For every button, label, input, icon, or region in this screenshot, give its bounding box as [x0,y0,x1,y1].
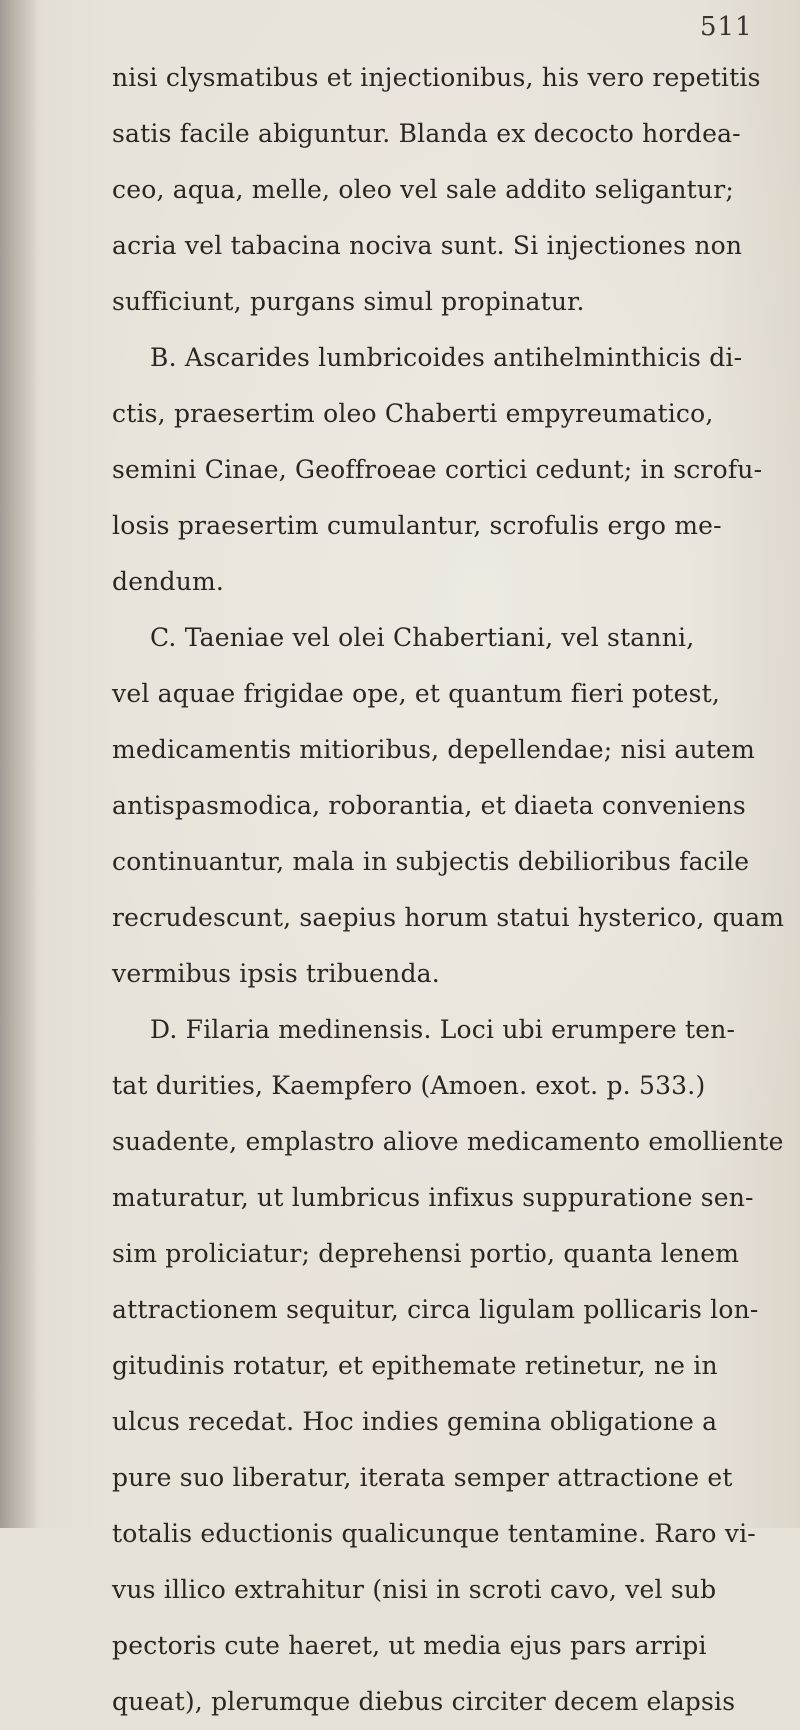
text-line: attractionem sequitur, circa ligulam pollicaris lon- [112,1295,759,1324]
body-text [112,50,785,1730]
text-line: nisi clysmatibus et injectionibus, his vero repetitis [112,63,761,92]
text-line: pectoris cute haeret, ut media ejus pars arripi [112,1631,707,1660]
text-line: acria vel tabacina nociva sunt. Si injectiones non [112,231,743,260]
section-d-heading-line: D. Filaria medinensis. Loci ubi erumpere ten- [150,1015,736,1044]
text-line: sim proliciatur; deprehensi portio, quanta lenem [112,1239,740,1268]
text-line: continuantur, mala in subjectis debilioribus facile [112,847,750,876]
text-line: vermibus ipsis tribuenda. [112,959,440,988]
text-line: ctis, praesertim oleo Chaberti empyreumatico, [112,399,714,428]
text-line: ceo, aqua, melle, oleo vel sale addito seligantur; [112,175,734,204]
section-c-heading-line: C. Taeniae vel olei Chabertiani, vel stanni, [150,623,695,652]
text-line: pure suo liberatur, iterata semper attractione et [112,1463,733,1492]
text-line: vus illico extrahitur (nisi in scroti cavo, vel sub [112,1575,717,1604]
text-line: tat durities, Kaempfero (Amoen. exot. p. 533.) [112,1071,706,1100]
text-line: sufficiunt, purgans simul propinatur. [112,287,585,316]
text-line: antispasmodica, roborantia, et diaeta conveniens [112,791,746,820]
page-edge-shadow [0,0,38,1528]
text-line: medicamentis mitioribus, depellendae; nisi autem [112,735,755,764]
text-line: queat), plerumque diebus circiter decem elapsis [112,1687,736,1716]
text-line: losis praesertim cumulantur, scrofulis ergo me- [112,511,722,540]
text-line: vel aquae frigidae ope, et quantum fieri potest, [112,679,721,708]
text-line: satis facile abiguntur. Blanda ex decocto hordea- [112,119,741,148]
text-line: suadente, emplastro aliove medicamento emolliente [112,1127,784,1156]
text-line: semini Cinae, Geoffroeae cortici cedunt; in scrofu- [112,455,763,484]
text-line: dendum. [112,567,225,596]
text-line: ulcus recedat. Hoc indies gemina obligatione a [112,1407,718,1436]
section-b-heading-line: B. Ascarides lumbricoides antihelminthicis di- [150,343,743,372]
text-line: gitudinis rotatur, et epithemate retinetur, ne in [112,1351,718,1380]
text-line: recrudescunt, saepius horum statui hysterico, quam [112,903,785,932]
page-number: 511 [700,12,753,42]
text-line: totalis eductionis qualicunque tentamine. Raro vi- [112,1519,756,1548]
text-line: maturatur, ut lumbricus infixus suppuratione sen- [112,1183,754,1212]
